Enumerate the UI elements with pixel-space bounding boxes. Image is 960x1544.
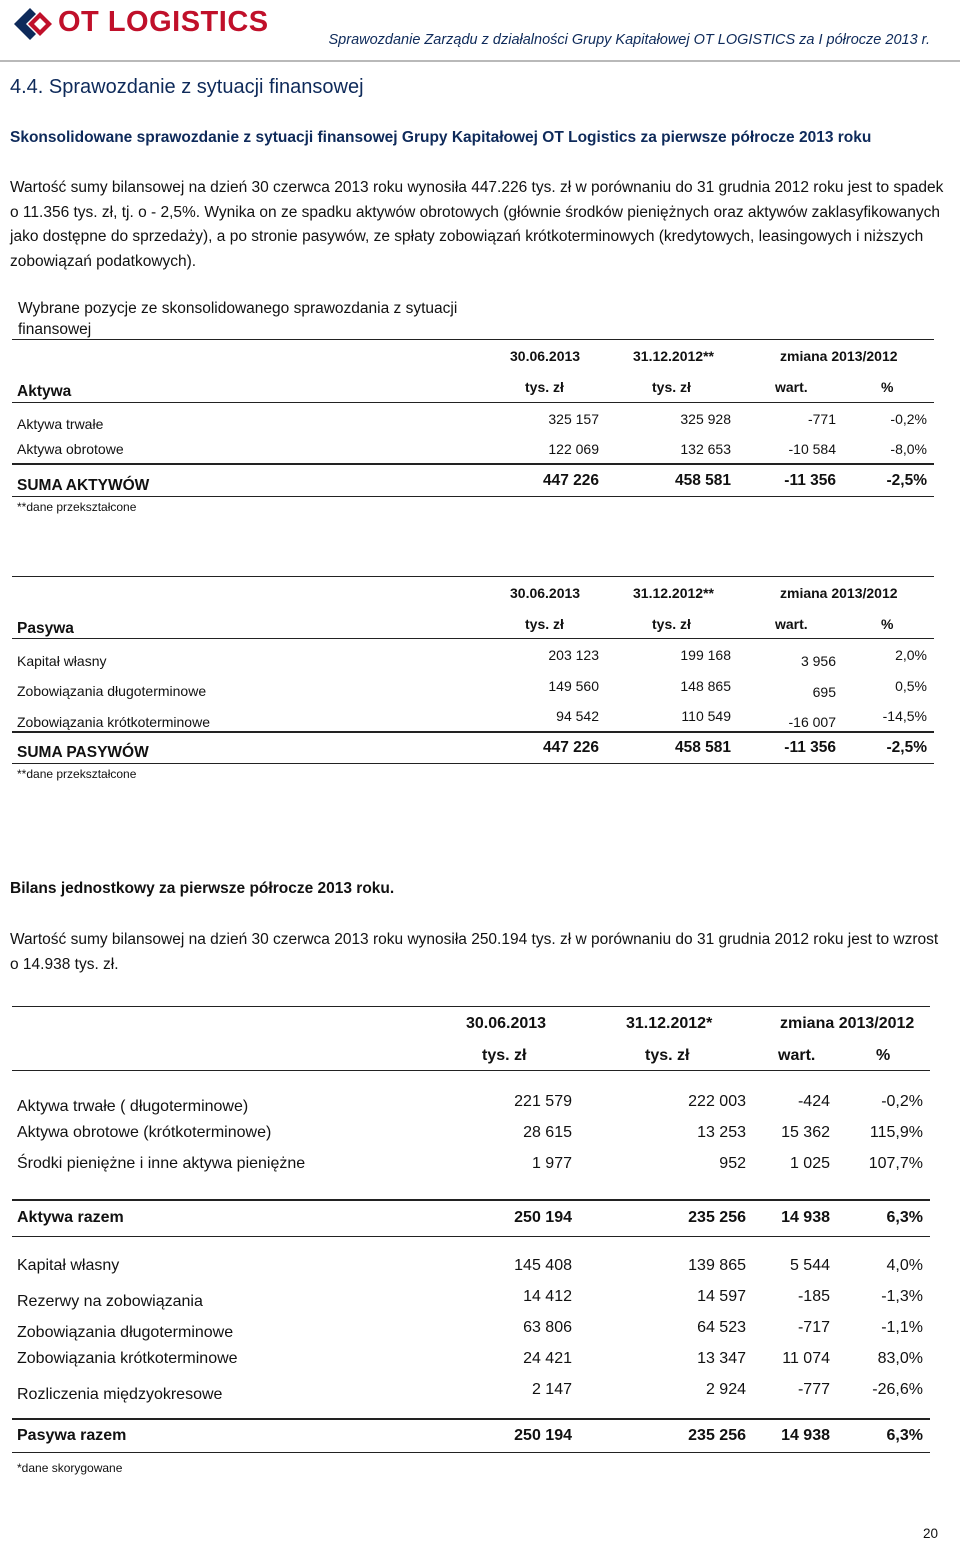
row-label: Zobowiązania długoterminowe [17,683,207,699]
value-cell: 149 560 [548,678,599,694]
total-value: 6,3% [886,1427,923,1444]
table-rule [12,763,934,764]
row-label: Aktywa trwałe ( długoterminowe) [17,1098,249,1115]
value-cell: 14 597 [697,1288,746,1305]
value-cell: 15 362 [781,1124,830,1141]
value-cell: 11 074 [782,1350,830,1367]
value-cell: -0,2% [890,411,927,427]
value-cell: 695 [812,684,836,700]
col-date: 31.12.2012** [633,348,714,364]
table-rule [12,576,934,577]
value-cell: 1 025 [789,1155,830,1172]
unit: tys. zł [525,616,564,632]
total-value: 235 256 [688,1209,746,1226]
unit: tys. zł [645,1047,690,1064]
row-label: Rezerwy na zobowiązania [17,1293,203,1310]
unit: tys. zł [525,379,564,395]
intro-line: o 11.356 tys. zł, tj. o - 2,5%. Wynika on ze spadku aktywów obrotowych (głównie środków pieniężnych oraz aktywów zaklasyfikowanych [10,203,940,221]
table-rule [12,1070,930,1071]
total-value: 14 938 [781,1209,830,1226]
value-cell: 28 615 [523,1124,572,1141]
value-cell: 2 147 [531,1381,572,1398]
row-label: Zobowiązania długoterminowe [17,1324,234,1341]
company-logo [10,4,269,44]
intro-paragraph [10,176,944,274]
row-label: Rozliczenia międzyokresowe [17,1386,223,1403]
standalone-paragraph [10,928,950,977]
row-label: Aktywa obrotowe (krótkoterminowe) [17,1124,272,1141]
value-cell: -14,5% [882,708,927,724]
total-label: SUMA PASYWÓW [17,744,149,761]
total-value: -11 356 [784,472,836,489]
value-cell: 3 956 [800,653,836,669]
value-cell: 145 408 [514,1257,572,1274]
value-cell: 325 157 [548,411,599,427]
value-cell: 94 542 [556,708,599,724]
intro-line: jako dostępne do sprzedaży), a po stronie pasywów, ze spłaty zobowiązań krótkoterminowych (kredytowych, leasingowych i niższych [10,228,924,245]
unit: % [881,616,894,632]
unit: % [881,379,894,395]
row-label: Aktywa trwałe [17,416,104,432]
row-label: Kapitał własny [17,1257,120,1274]
value-cell: -8,0% [890,441,927,457]
value-cell: -717 [797,1319,830,1336]
table-rule [12,731,934,733]
total-value: 235 256 [688,1427,746,1444]
col-change: zmiana 2013/2012 [780,1015,915,1032]
value-cell: 14 412 [523,1288,572,1305]
total-label: Pasywa razem [17,1427,127,1444]
value-cell: 110 549 [681,708,731,724]
total-value: -2,5% [886,472,927,489]
value-cell: 24 421 [523,1350,572,1367]
total-label: SUMA AKTYWÓW [17,477,150,494]
value-cell: -26,6% [872,1381,923,1398]
value-cell: 2,0% [895,647,927,663]
unit: % [876,1047,891,1064]
col-date: 30.06.2013 [510,585,581,601]
value-cell: 1 977 [531,1155,572,1172]
value-cell: 13 253 [697,1124,746,1141]
total-value: 6,3% [886,1209,923,1226]
col-date: 31.12.2012* [626,1015,713,1032]
value-cell: 107,7% [868,1155,923,1172]
row-label: Kapitał własny [17,653,107,669]
section-label: Pasywa [17,620,74,637]
footnote: *dane skorygowane [17,1461,123,1475]
intro-line: zobowiązań podatkowych). [10,252,197,270]
total-value: 447 226 [542,739,599,756]
value-cell: -1,3% [881,1288,923,1305]
col-date: 31.12.2012** [633,585,714,601]
table-rule [12,1236,930,1237]
value-cell: 122 069 [548,441,599,457]
header-divider [0,60,960,62]
total-value: 458 581 [674,739,731,756]
total-value: -11 356 [784,739,836,756]
value-cell: 64 523 [697,1319,746,1336]
value-cell: 952 [719,1155,746,1172]
row-label: Zobowiązania krótkoterminowe [17,714,210,730]
value-cell: -10 584 [788,441,836,457]
table-rule [12,1199,930,1201]
value-cell: 221 579 [514,1093,572,1110]
total-value: -2,5% [886,739,927,756]
value-cell: 83,0% [877,1350,923,1367]
page-number: 20 [922,1526,938,1541]
total-value: 447 226 [542,472,599,489]
footnote: **dane przekształcone [17,767,137,781]
table-rule [12,339,934,340]
table-rule [12,1006,930,1007]
section-label: Aktywa [17,383,72,400]
report-title: Sprawozdanie Zarządu z działalności Grupy Kapitałowej OT LOGISTICS za I półrocze 2013 r. [328,32,930,48]
col-change: zmiana 2013/2012 [780,348,898,364]
value-cell: 222 003 [688,1093,746,1110]
unit: wart. [775,379,808,395]
total-value: 250 194 [514,1427,572,1444]
value-cell: 132 653 [680,441,731,457]
logo-text: OT LOGISTICS [58,6,269,38]
table-rule [12,638,934,639]
unit: tys. zł [652,616,691,632]
table-rule [12,1418,930,1420]
value-cell: 199 168 [680,647,731,663]
value-cell: 63 806 [523,1319,572,1336]
row-label: Środki pieniężne i inne aktywa pieniężne [17,1155,306,1172]
section-title: 4.4. Sprawozdanie z sytuacji finansowej [10,76,364,98]
value-cell: -0,2% [881,1093,923,1110]
table-rule [12,1452,930,1453]
unit: wart. [775,616,808,632]
table-rule [12,402,934,403]
standalone-line: o 14.938 tys. zł. [10,955,119,973]
value-cell: 13 347 [697,1350,746,1367]
selected-caption: Wybrane pozycje ze skonsolidowanego sprawozdania z sytuacji finansowej [18,300,458,338]
col-date: 30.06.2013 [466,1015,547,1032]
value-cell: -777 [797,1381,830,1398]
value-cell: -771 [807,411,836,427]
value-cell: 5 544 [789,1257,830,1274]
value-cell: 148 865 [680,678,731,694]
footnote: **dane przekształcone [17,500,137,514]
value-cell: 4,0% [886,1257,923,1274]
value-cell: 2 924 [705,1381,746,1398]
table-rule [12,463,934,465]
unit: tys. zł [482,1047,527,1064]
value-cell: 115,9% [869,1124,923,1141]
value-cell: 0,5% [895,678,927,694]
standalone-line: Wartość sumy bilansowej na dzień 30 czerwca 2013 roku wynosiła 250.194 tys. zł w porównaniu do 31 grudnia 2012 roku jest to wzrost [10,931,939,948]
col-change: zmiana 2013/2012 [780,585,898,601]
col-date: 30.06.2013 [510,348,581,364]
row-label: Zobowiązania krótkoterminowe [17,1350,238,1367]
value-cell: -16 007 [788,714,836,730]
value-cell: -1,1% [881,1319,923,1336]
logo-mark-icon [10,4,54,44]
intro-line: Wartość sumy bilansowej na dzień 30 czerwca 2013 roku wynosiła 447.226 tys. zł w porównaniu do 31 grudnia 2012 roku jest to spadek [10,179,944,196]
total-value: 458 581 [674,472,731,489]
table-rule [12,496,934,497]
unit: wart. [778,1047,816,1064]
value-cell: 203 123 [548,647,599,663]
consolidated-title: Skonsolidowane sprawozdanie z sytuacji finansowej Grupy Kapitałowej OT Logistics za pierwsze półrocze 2013 roku [10,129,872,146]
value-cell: 325 928 [680,411,731,427]
unit: tys. zł [652,379,691,395]
total-value: 14 938 [781,1427,830,1444]
standalone-title: Bilans jednostkowy za pierwsze półrocze 2013 roku. [10,880,395,897]
value-cell: -185 [797,1288,830,1305]
value-cell: -424 [797,1093,830,1110]
total-value: 250 194 [514,1209,572,1226]
row-label: Aktywa obrotowe [17,441,124,457]
value-cell: 139 865 [688,1257,746,1274]
total-label: Aktywa razem [17,1209,124,1226]
